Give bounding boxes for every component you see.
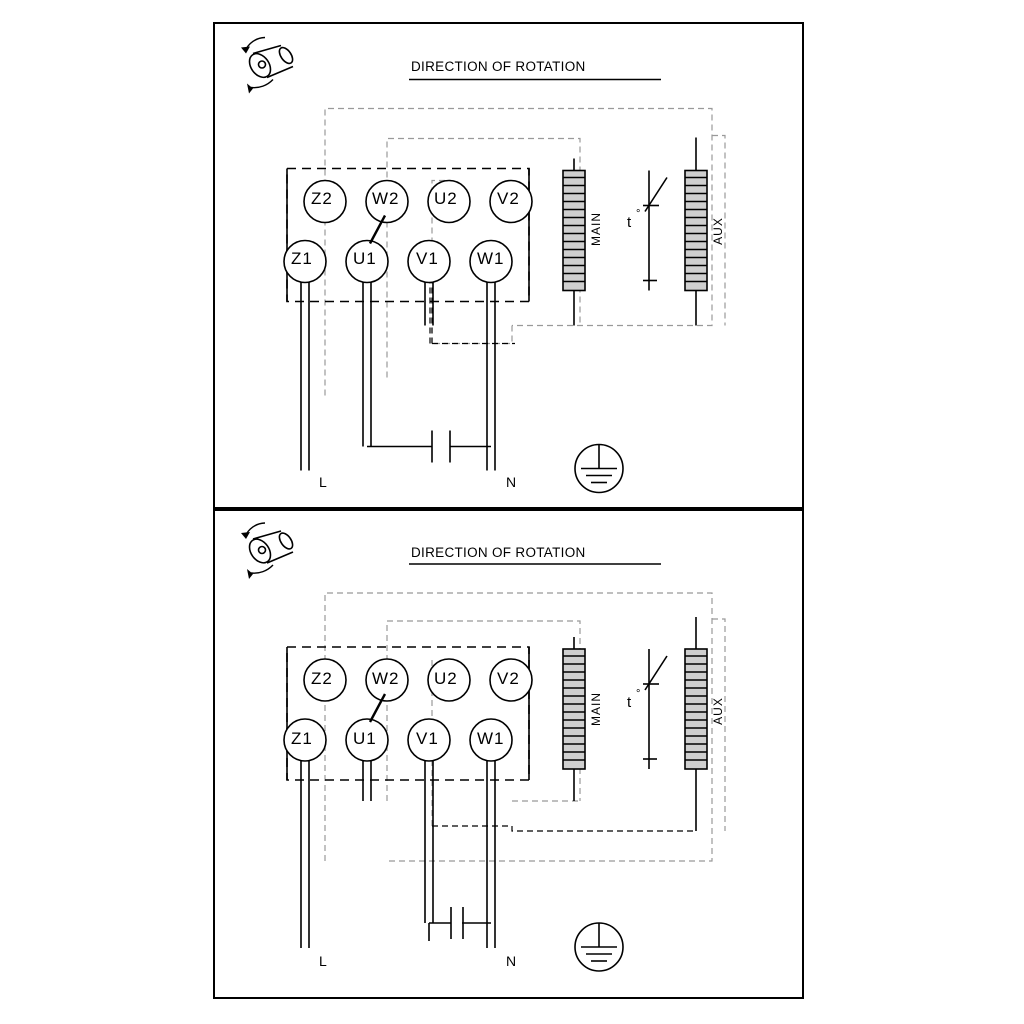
rotation-title: DIRECTION OF ROTATION [411, 545, 586, 560]
earth-ground-symbol [575, 445, 623, 493]
thermal-switch-label: t [627, 694, 632, 711]
winding-main-label: MAIN [589, 692, 603, 726]
terminal-u1: U1 [353, 249, 377, 268]
winding-aux-symbol [685, 138, 707, 326]
rotation-title: DIRECTION OF ROTATION [411, 59, 586, 74]
thermal-switch-symbol [643, 649, 667, 769]
wiring-diagram-panel-top [213, 22, 804, 509]
thermal-switch-symbol [643, 171, 667, 291]
terminal-z2: Z2 [311, 189, 333, 208]
terminal-w1: W1 [477, 249, 505, 268]
shaft-rotation-cw-icon [241, 523, 295, 579]
supply-line-label: L [319, 953, 327, 969]
terminal-v1: V1 [416, 249, 439, 268]
panel-top-drawing [215, 24, 806, 514]
terminal-u1: U1 [353, 729, 377, 748]
winding-aux-label: AUX [710, 697, 725, 725]
winding-main-symbol [563, 637, 585, 801]
terminal-z2: Z2 [311, 669, 333, 688]
thermal-switch-degree: ° [636, 208, 641, 220]
panel-bottom-drawing [215, 511, 806, 1001]
supply-neutral-label: N [506, 474, 517, 490]
winding-aux-label: AUX [710, 217, 725, 245]
shaft-rotation-ccw-icon [241, 38, 295, 94]
wiring-diagram-panel-bottom [213, 509, 804, 999]
terminal-u2: U2 [434, 669, 458, 688]
winding-main-symbol [563, 159, 585, 326]
terminal-v1: V1 [416, 729, 439, 748]
terminal-v2: V2 [497, 189, 520, 208]
thermal-switch-degree: ° [636, 688, 641, 700]
terminal-w2: W2 [372, 669, 400, 688]
terminal-z1: Z1 [291, 729, 313, 748]
supply-neutral-label: N [506, 953, 517, 969]
thermal-switch-label: t [627, 214, 632, 231]
winding-main-label: MAIN [589, 212, 603, 246]
terminal-z1: Z1 [291, 249, 313, 268]
terminal-v2: V2 [497, 669, 520, 688]
earth-ground-symbol [575, 923, 623, 971]
terminal-w1: W1 [477, 729, 505, 748]
terminal-u2: U2 [434, 189, 458, 208]
supply-line-label: L [319, 474, 327, 490]
winding-aux-symbol [685, 617, 707, 831]
terminal-w2: W2 [372, 189, 400, 208]
